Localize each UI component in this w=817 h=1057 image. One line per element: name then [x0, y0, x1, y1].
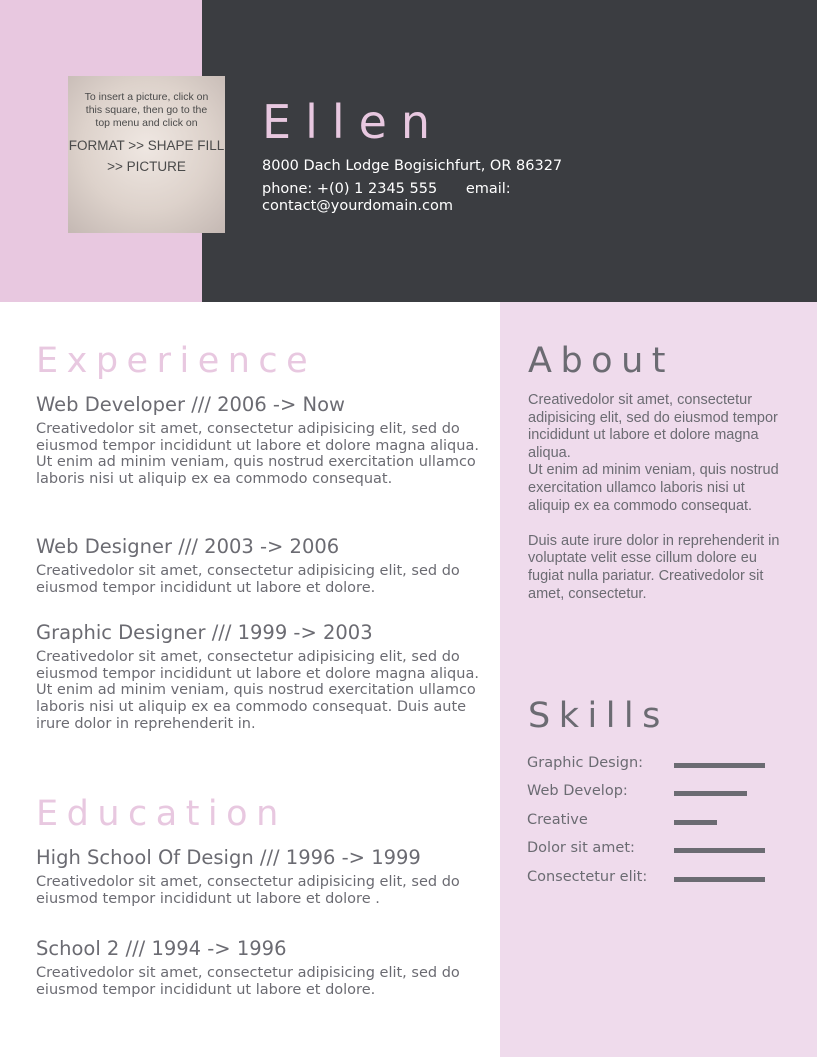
school-description: Creativedolor sit amet, consectetur adipisicing elit, sed do eiusmod tempor incididunt ut labore et dolore .	[36, 874, 460, 907]
skill-row	[527, 753, 772, 773]
header-dark-band	[202, 0, 817, 302]
photo-command: FORMAT >> SHAPE FILL >> PICTURE	[68, 138, 225, 174]
skill-row	[527, 781, 772, 801]
photo-placeholder[interactable]	[68, 76, 225, 233]
job-title: Graphic Designer /// 1999 -> 2003	[36, 621, 373, 644]
address: 8000 Dach Lodge Bogisichfurt, OR 86327	[262, 158, 563, 174]
skills-heading: Skills	[528, 696, 669, 736]
skill-row	[527, 810, 772, 830]
school-title: School 2 /// 1994 -> 1996	[36, 937, 287, 960]
skill-level-bar	[674, 877, 765, 882]
job-title: Web Developer /// 2006 -> Now	[36, 393, 345, 416]
phone: phone: +(0) 1 2345 555	[262, 181, 438, 197]
experience-item	[36, 393, 486, 488]
skill-row	[527, 838, 772, 858]
school-title: High School Of Design /// 1996 -> 1999	[36, 846, 421, 869]
experience-item	[36, 535, 486, 596]
skill-label: Consectetur elit:	[527, 869, 648, 885]
skill-level-bar	[674, 848, 765, 853]
skill-row	[527, 867, 772, 887]
job-description: Creativedolor sit amet, consectetur adipisicing elit, sed do eiusmod tempor incididunt ut labore et dolore.	[36, 563, 460, 596]
contact-line	[262, 181, 562, 215]
skill-label: Creative	[527, 812, 588, 828]
candidate-name: Ellen	[262, 95, 445, 149]
education-heading: Education	[36, 794, 287, 834]
skill-level-bar	[674, 820, 717, 825]
skill-label: Dolor sit amet:	[527, 840, 635, 856]
photo-instruction: To insert a picture, click on this square, then go to the top menu and click on	[84, 91, 209, 129]
school-description: Creativedolor sit amet, consectetur adipisicing elit, sed do eiusmod tempor incididunt ut labore et dolore.	[36, 965, 460, 998]
job-description: Creativedolor sit amet, consectetur adipisicing elit, sed do eiusmod tempor incididunt ut labore et dolore magna aliqua. Ut enim ad minim veniam, quis nostrud exercitation ullamco laboris nisi ut aliquip ex ea commodo consequat. Duis aute irure dolor in reprehenderit in.	[36, 649, 479, 732]
job-title: Web Designer /// 2003 -> 2006	[36, 535, 340, 558]
skill-label: Web Develop:	[527, 783, 628, 799]
about-heading: About	[528, 341, 674, 381]
education-item	[36, 937, 486, 998]
job-description: Creativedolor sit amet, consectetur adipisicing elit, sed do eiusmod tempor incididunt ut labore et dolore magna aliqua. Ut enim ad minim veniam, quis nostrud exercitation ullamco laboris nisi ut aliquip ex ea commodo consequat.	[36, 421, 479, 488]
about-text: Creativedolor sit amet, consectetur adipisicing elit, sed do eiusmod tempor incididunt ut labore et dolore magna aliqua. Ut enim ad minim veniam, quis nostrud exercitation ullamco laboris nisi ut aliquip ex ea commodo consequat. Duis aute irure dolor in reprehenderit in voluptate velit esse cillum dolore eu fugiat nulla pariatur. Creativedolor sit amet, consectetur.	[528, 392, 780, 602]
skill-label: Graphic Design:	[527, 755, 644, 771]
experience-heading: Experience	[36, 341, 317, 381]
skill-level-bar	[674, 763, 765, 768]
experience-item	[36, 621, 486, 733]
education-item	[36, 846, 486, 907]
skill-level-bar	[674, 791, 747, 796]
email: email: contact@yourdomain.com	[262, 181, 511, 214]
